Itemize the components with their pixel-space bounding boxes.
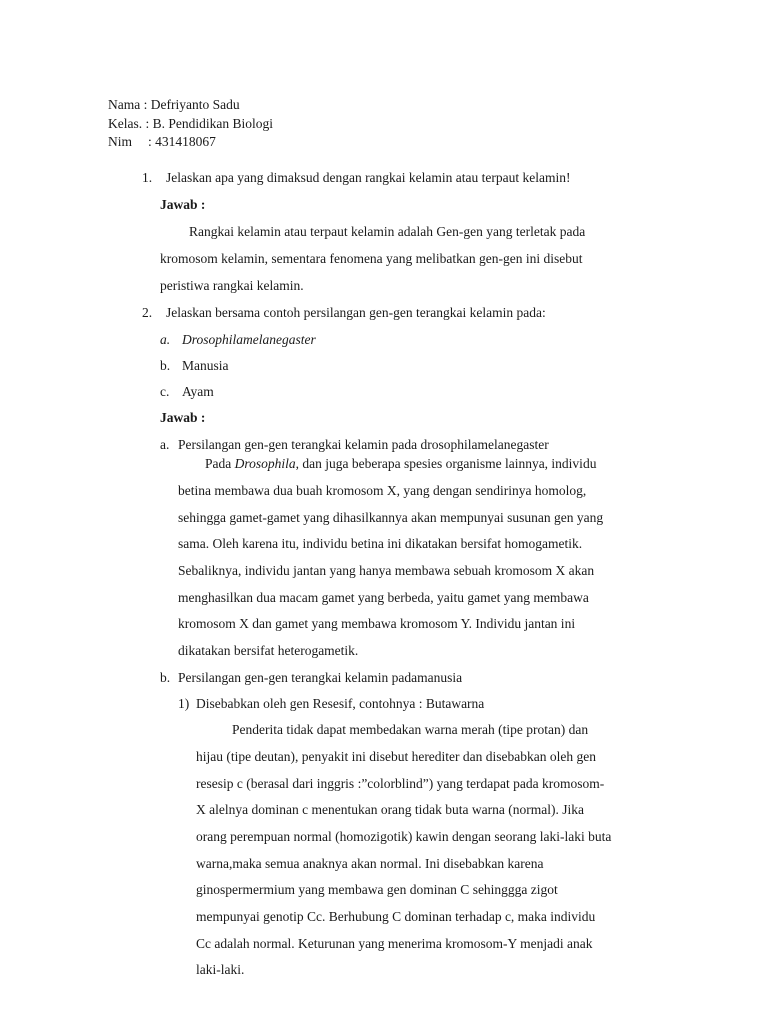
class-value: B. Pendidikan Biologi bbox=[152, 116, 274, 131]
part-b-heading bbox=[160, 669, 462, 687]
answer-1-line: Rangkai kelamin atau terpaut kelamin adalah Gen-gen yang terletak pada bbox=[189, 224, 586, 239]
name-value: Defriyanto Sadu bbox=[150, 97, 240, 112]
part-b-sub1-number: 1) bbox=[178, 696, 190, 711]
part-b-sub1-text: Disebabkan oleh gen Resesif, contohnya : Butawarna bbox=[196, 696, 485, 711]
nim-label: Nim bbox=[108, 134, 133, 149]
option-c bbox=[160, 383, 214, 401]
part-a-line: menghasilkan dua macam gamet yang berbeda, yaitu gamet yang membawa bbox=[178, 590, 589, 605]
option-b-letter: b. bbox=[160, 358, 171, 373]
part-a-line: sama. Oleh karena itu, individu betina ini dikatakan bersifat homogametik. bbox=[178, 536, 583, 551]
option-a bbox=[160, 331, 316, 349]
question-1 bbox=[142, 169, 570, 187]
part-b-line: Penderita tidak dapat membedakan warna merah (tipe protan) dan bbox=[232, 722, 589, 737]
option-b-text: Manusia bbox=[182, 358, 229, 373]
part-b-line: Cc adalah normal. Keturunan yang menerima kromosom-Y menjadi anak bbox=[196, 936, 593, 951]
option-a-letter: a. bbox=[160, 332, 171, 347]
part-a-line bbox=[205, 455, 661, 473]
answer-1-label: Jawab : bbox=[160, 197, 206, 212]
part-a-line: betina membawa dua buah kromosom X, yang dengan sendirinya homolog, bbox=[178, 483, 587, 498]
part-b-sub1-heading bbox=[178, 695, 484, 713]
part-b-line: ginospermermium yang membawa gen dominan C sehinggga zigot bbox=[196, 882, 558, 897]
option-c-letter: c. bbox=[160, 384, 170, 399]
part-a-letter: a. bbox=[160, 437, 170, 452]
part-b-line: hijau (tipe deutan), penyakit ini disebut herediter dan disebabkan oleh gen bbox=[196, 749, 596, 764]
part-b-line: X alelnya dominan c menentukan orang tidak buta warna (normal). Jika bbox=[196, 802, 584, 817]
option-b bbox=[160, 357, 229, 375]
part-a-line1-post: , dan juga beberapa spesies organisme lainnya, individu bbox=[295, 456, 597, 471]
part-b-line: warna,maka semua anaknya akan normal. Ini disebabkan karena bbox=[196, 856, 544, 871]
answer-1-line: peristiwa rangkai kelamin. bbox=[160, 278, 304, 293]
question-2 bbox=[142, 304, 546, 322]
name-row: Nama : Defriyanto Sadu bbox=[108, 97, 240, 112]
nim-row: Nim : 431418067 bbox=[108, 134, 216, 149]
part-b-letter: b. bbox=[160, 670, 171, 685]
name-label: Nama bbox=[108, 97, 141, 112]
part-b-heading-text: Persilangan gen-gen terangkai kelamin padamanusia bbox=[178, 670, 463, 685]
part-a-line: sehingga gamet-gamet yang dihasilkannya akan mempunyai susunan gen yang bbox=[178, 510, 604, 525]
part-b-line: resesip c (berasal dari inggris :”colorblind”) yang terdapat pada kromosom- bbox=[196, 776, 605, 791]
part-a-line: dikatakan bersifat heterogametik. bbox=[178, 643, 359, 658]
question-1-text: Jelaskan apa yang dimaksud dengan rangkai kelamin atau terpaut kelamin! bbox=[166, 170, 571, 185]
part-a-heading-text: Persilangan gen-gen terangkai kelamin pada drosophilamelanegaster bbox=[178, 437, 549, 452]
question-1-number: 1. bbox=[142, 170, 153, 185]
part-b-line: mempunyai genotip Cc. Berhubung C dominan terhadap c, maka individu bbox=[196, 909, 596, 924]
option-a-text: Drosophilamelanegaster bbox=[182, 332, 316, 347]
part-b-line: orang perempuan normal (homozigotik) kawin dengan seorang laki-laki buta bbox=[196, 829, 612, 844]
answer-2-label: Jawab : bbox=[160, 410, 206, 425]
part-a-line1-pre: Pada bbox=[205, 456, 232, 471]
part-b-line: laki-laki. bbox=[196, 962, 245, 977]
option-c-text: Ayam bbox=[182, 384, 214, 399]
part-a-line1-italic: Drosophila bbox=[234, 456, 296, 471]
part-a-heading bbox=[160, 436, 549, 454]
question-2-number: 2. bbox=[142, 305, 153, 320]
question-2-text: Jelaskan bersama contoh persilangan gen-gen terangkai kelamin pada: bbox=[166, 305, 546, 320]
class-label: Kelas. bbox=[108, 116, 143, 131]
part-a-line: Sebaliknya, individu jantan yang hanya membawa sebuah kromosom X akan bbox=[178, 563, 595, 578]
nim-value: 431418067 bbox=[155, 134, 216, 149]
answer-1-line: kromosom kelamin, sementara fenomena yang melibatkan gen-gen ini disebut bbox=[160, 251, 583, 266]
class-row: Kelas. : B. Pendidikan Biologi bbox=[108, 116, 274, 131]
part-a-line: kromosom X dan gamet yang membawa kromosom Y. Individu jantan ini bbox=[178, 616, 576, 631]
